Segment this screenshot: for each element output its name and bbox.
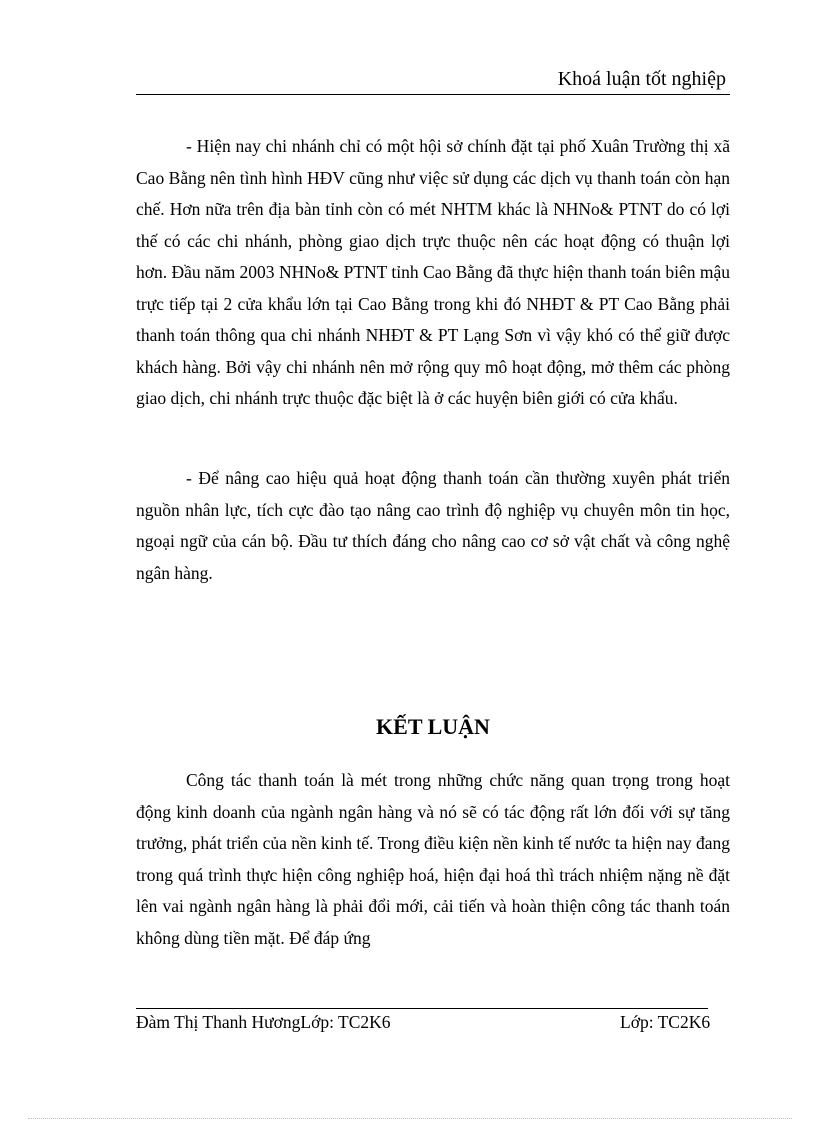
footer-author: Đàm Thị Thanh HươngLớp: TC2K6	[136, 1012, 391, 1032]
page-header	[136, 68, 730, 95]
footer-class: Lớp: TC2K6	[620, 1012, 711, 1032]
body-paragraph-1	[136, 131, 730, 415]
footer-divider	[136, 1008, 708, 1009]
paragraph-2-text: - Để nâng cao hiệu quả hoạt động thanh toán cần thường xuyên phát triển nguồn nhân lực, tích cực đào tạo nâng cao trình độ nghiệp vụ chuyên môn tin học, ngoại ngữ của cán bộ. Đầu tư thích đáng cho nâng cao cơ sở vật chất và công nghệ ngân hàng.	[136, 468, 730, 583]
paragraph-3-text: Công tác thanh toán là mét trong những chức năng quan trọng trong hoạt động kinh doanh của ngành ngân hàng và nó sẽ có tác động rất lớn đối với sự tăng trưởng, phát triển của nền kinh tế. Trong điều kiện nền kinh tế nước ta hiện nay đang trong quá trình thực hiện công nghiệp hoá, hiện đại hoá thì trách nhiệm nặng nề đặt lên vai ngành ngân hàng là phải đổi mới, cải tiến và hoàn thiện công tác thanh toán không dùng tiền mặt. Để đáp ứng	[136, 770, 730, 948]
page-bottom-border	[28, 1118, 792, 1119]
section-heading: KẾT LUẬN	[376, 714, 490, 739]
body-paragraph-3	[136, 765, 730, 954]
header-title: Khoá luận tốt nghiệp	[557, 68, 726, 90]
body-paragraph-2	[136, 463, 730, 589]
paragraph-1-text: - Hiện nay chi nhánh chỉ có một hội sở chính đặt tại phố Xuân Trường thị xã Cao Bằng nên tình hình HĐV cũng như việc sử dụng các dịch vụ thanh toán còn hạn chế. Hơn nữa trên địa bàn tỉnh còn có mét NHTM khác là NHNo& PTNT do có lợi thế có các chi nhánh, phòng giao dịch trực thuộc nên các hoạt động có thuận lợi hơn. Đầu năm 2003 NHNo& PTNT tỉnh Cao Bằng đã thực hiện thanh toán biên mậu trực tiếp tại 2 cửa khẩu lớn tại Cao Bằng trong khi đó NHĐT & PT Cao Bằng phải thanh toán thông qua chi nhánh NHĐT & PT Lạng Sơn vì vậy khó có thể giữ được khách hàng. Bởi vậy chi nhánh nên mở rộng quy mô hoạt động, mở thêm các phòng giao dịch, chi nhánh trực thuộc đặc biệt là ở các huyện biên giới có cửa khẩu.	[136, 136, 730, 408]
